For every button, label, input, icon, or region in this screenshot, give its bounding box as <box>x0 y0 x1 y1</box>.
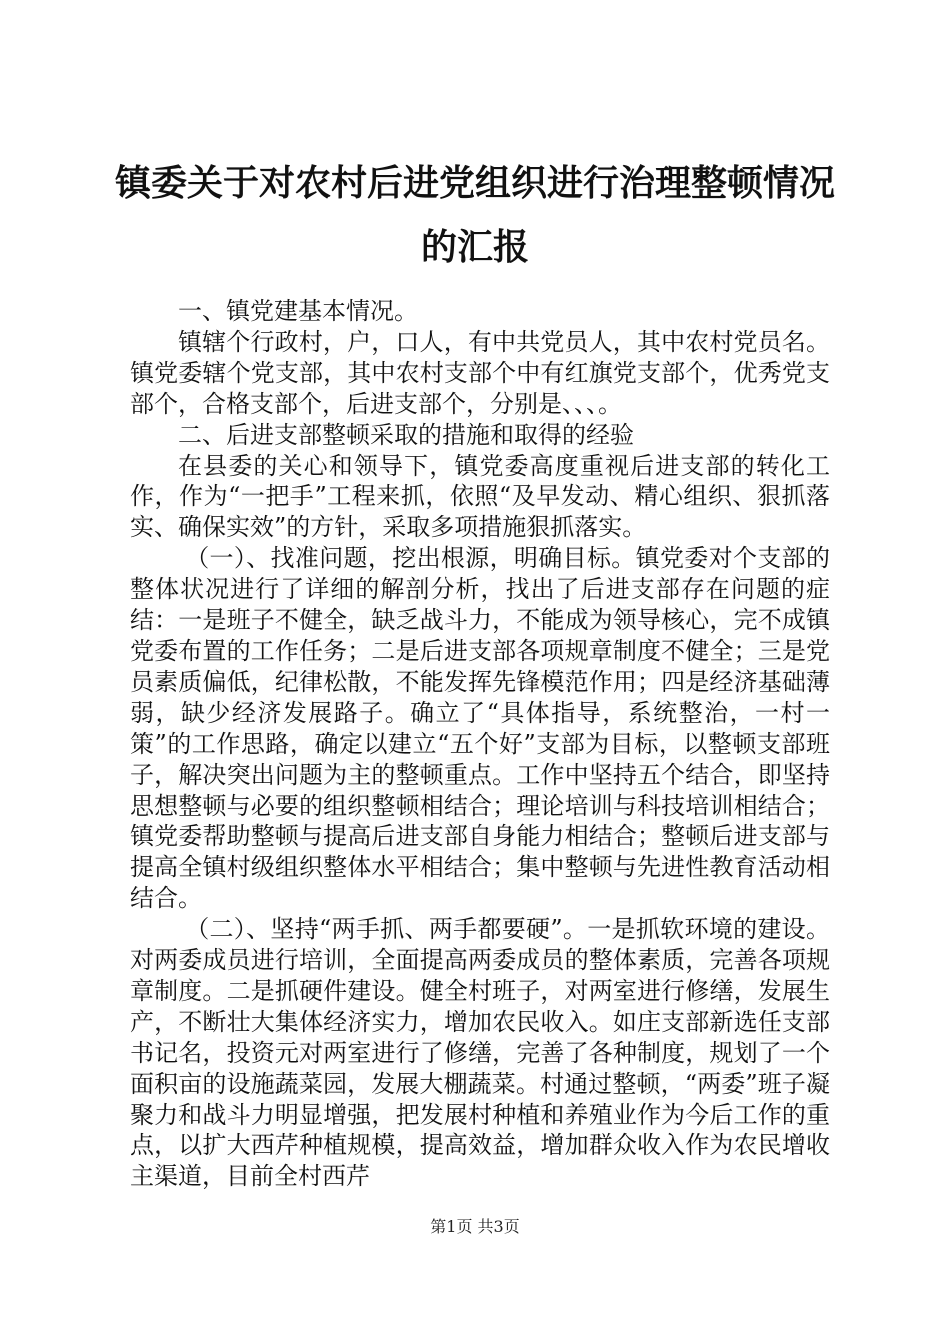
paragraph-subsection-1: （一）、找准问题，挖出根源，明确目标。镇党委对个支部的整体状况进行了详细的解剖分析，找出了后进支部存在问题的症结：一是班子不健全，缺乏战斗力，不能成为领导核心，完不成镇党委布置的工作任务；二是后进支部各项规章制度不健全；三是党员素质偏低，纪律松散，不能发挥先锋模范作用；四是经济基础薄弱，缺少经济发展路子。确立了“具体指导，系统整治，一村一策”的工作思路，确定以建立“五个好”支部为目标，以整顿支部班子，解决突出问题为主的整顿重点。工作中坚持五个结合，即坚持思想整顿与必要的组织整顿相结合；理论培训与科技培训相结合；镇党委帮助整顿与提高后进支部自身能力相结合；整顿后进支部与提高全镇村级组织整体水平相结合；集中整顿与先进性教育活动相结合。 <box>130 544 830 913</box>
page-number: 第1页 共3页 <box>430 1217 520 1236</box>
section-heading-2: 二、后进支部整顿采取的措施和取得的经验 <box>178 420 634 449</box>
title-line-2: 的汇报 <box>420 227 529 268</box>
title-line-1: 镇委关于对农村后进党组织进行治理整顿情况 <box>114 163 835 204</box>
paragraph-intro: 在县委的关心和领导下，镇党委高度重视后进支部的转化工作，作为“一把手”工程来抓，依照“及早发动、精心组织、狠抓落实、确保实效”的方针，采取多项措施狠抓落实。 <box>130 451 830 542</box>
document-body <box>130 296 830 1192</box>
section-heading-1: 一、镇党建基本情况。 <box>178 297 418 325</box>
document-title <box>100 152 850 280</box>
paragraph-basic-info: 镇辖个行政村，户，口人，有中共党员人，其中农村党员名。镇党委辖个党支部，其中农村支部个中有红旗党支部个，优秀党支部个，合格支部个，后进支部个，分别是、、、。 <box>130 327 830 418</box>
paragraph-subsection-2: （二）、坚持“两手抓、两手都要硬”。一是抓软环境的建设。对两委成员进行培训，全面提高两委成员的整体素质，完善各项规章制度。二是抓硬件建设。健全村班子，对两室进行修缮，发展生产，不断壮大集体经济实力，增加农民收入。如庄支部新选任支部书记名，投资元对两室进行了修缮，完善了各种制度，规划了一个面积亩的设施蔬菜园，发展大棚蔬菜。村通过整顿，“两委”班子凝聚力和战斗力明显增强，把发展村种植和养殖业作为今后工作的重点，以扩大西芹种植规模，提高效益，增加群众收入作为农民增收主渠道，目前全村西芹 <box>130 915 830 1191</box>
